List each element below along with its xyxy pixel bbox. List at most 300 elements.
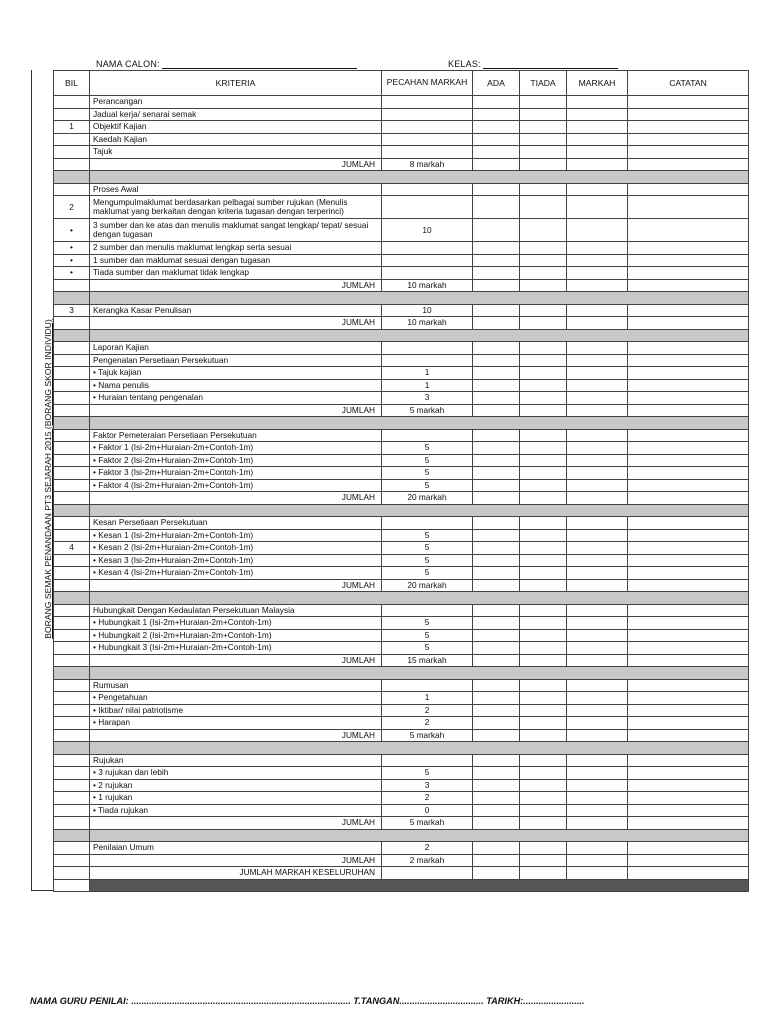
ada-cell[interactable] <box>473 692 520 705</box>
tiada-cell[interactable] <box>520 429 567 442</box>
ada-cell[interactable] <box>473 279 520 292</box>
markah-cell[interactable] <box>567 804 628 817</box>
markah-cell[interactable] <box>567 454 628 467</box>
tiada-cell[interactable] <box>520 792 567 805</box>
catatan-cell[interactable] <box>628 279 749 292</box>
tiada-cell[interactable] <box>520 704 567 717</box>
catatan-cell[interactable] <box>628 429 749 442</box>
catatan-cell[interactable] <box>628 604 749 617</box>
markah-cell[interactable] <box>567 392 628 405</box>
ada-cell[interactable] <box>473 242 520 255</box>
table-row <box>54 146 749 159</box>
markah-cell[interactable] <box>567 158 628 171</box>
catatan-cell[interactable] <box>628 629 749 642</box>
pecahan-cell: 5 <box>382 529 473 542</box>
catatan-cell[interactable] <box>628 158 749 171</box>
pecahan-cell: 1 <box>382 692 473 705</box>
markah-cell[interactable] <box>567 754 628 767</box>
tiada-cell[interactable] <box>520 254 567 267</box>
catatan-cell[interactable] <box>628 442 749 455</box>
footer-signature: NAMA GURU PENILAI: ...................................................................................... T.TANGAN................................. TARIKH:........................ <box>30 996 585 1006</box>
separator-bil-cell <box>54 504 90 517</box>
tiada-cell[interactable] <box>520 779 567 792</box>
bil-cell <box>54 842 90 855</box>
catatan-cell[interactable] <box>628 392 749 405</box>
tiada-cell[interactable] <box>520 467 567 480</box>
bil-cell <box>54 429 90 442</box>
tiada-cell[interactable] <box>520 867 567 880</box>
tiada-cell[interactable] <box>520 854 567 867</box>
jumlah-label: JUMLAH <box>90 654 382 667</box>
bil-cell <box>54 617 90 630</box>
catatan-cell[interactable] <box>628 121 749 134</box>
kriteria-cell: Pengenalan Persetiaan Persekutuan <box>90 354 382 367</box>
ada-cell[interactable] <box>473 854 520 867</box>
final-row <box>54 879 749 892</box>
separator-cell <box>90 329 749 342</box>
tiada-cell[interactable] <box>520 804 567 817</box>
markah-cell[interactable] <box>567 604 628 617</box>
markah-cell[interactable] <box>567 279 628 292</box>
pecahan-cell: 1 <box>382 367 473 380</box>
pecahan-cell <box>382 867 473 880</box>
catatan-cell[interactable] <box>628 467 749 480</box>
ada-cell[interactable] <box>473 479 520 492</box>
ada-cell[interactable] <box>473 842 520 855</box>
catatan-cell[interactable] <box>628 754 749 767</box>
markah-cell[interactable] <box>567 792 628 805</box>
tiada-cell[interactable] <box>520 717 567 730</box>
ada-cell[interactable] <box>473 442 520 455</box>
markah-cell[interactable] <box>567 492 628 505</box>
bil-cell <box>54 679 90 692</box>
table-row <box>54 404 749 417</box>
markah-cell[interactable] <box>567 554 628 567</box>
ada-cell[interactable] <box>473 404 520 417</box>
markah-cell[interactable] <box>567 304 628 317</box>
ada-cell[interactable] <box>473 654 520 667</box>
markah-cell[interactable] <box>567 717 628 730</box>
kriteria-cell: • Faktor 1 (Isi-2m+Huraian-2m+Contoh-1m) <box>90 442 382 455</box>
catatan-cell[interactable] <box>628 479 749 492</box>
catatan-cell[interactable] <box>628 219 749 242</box>
pecahan-cell <box>382 133 473 146</box>
catatan-cell[interactable] <box>628 804 749 817</box>
catatan-cell[interactable] <box>628 354 749 367</box>
side-column <box>31 70 54 891</box>
ada-cell[interactable] <box>473 792 520 805</box>
markah-cell[interactable] <box>567 629 628 642</box>
bil-cell <box>54 767 90 780</box>
catatan-cell[interactable] <box>628 679 749 692</box>
catatan-cell[interactable] <box>628 767 749 780</box>
ada-cell[interactable] <box>473 121 520 134</box>
markah-cell[interactable] <box>567 354 628 367</box>
tiada-cell[interactable] <box>520 196 567 219</box>
ada-cell[interactable] <box>473 779 520 792</box>
tiada-cell[interactable] <box>520 158 567 171</box>
ada-cell[interactable] <box>473 196 520 219</box>
jumlah-label: JUMLAH <box>90 317 382 330</box>
ada-cell[interactable] <box>473 392 520 405</box>
bil-cell <box>54 779 90 792</box>
catatan-cell[interactable] <box>628 792 749 805</box>
tiada-cell[interactable] <box>520 183 567 196</box>
ada-cell[interactable] <box>473 754 520 767</box>
bil-cell: 1 <box>54 121 90 134</box>
ada-cell[interactable] <box>473 317 520 330</box>
table-row <box>54 492 749 505</box>
markah-cell[interactable] <box>567 196 628 219</box>
tiada-cell[interactable] <box>520 479 567 492</box>
kriteria-cell: 1 sumber dan maklumat sesuai dengan tugasan <box>90 254 382 267</box>
catatan-cell[interactable] <box>628 704 749 717</box>
separator-row <box>54 417 749 430</box>
catatan-cell[interactable] <box>628 642 749 655</box>
ada-cell[interactable] <box>473 454 520 467</box>
tiada-cell[interactable] <box>520 754 567 767</box>
tiada-cell[interactable] <box>520 133 567 146</box>
bil-cell: 2 <box>54 196 90 219</box>
table-row <box>54 442 749 455</box>
tiada-cell[interactable] <box>520 629 567 642</box>
ada-cell[interactable] <box>473 642 520 655</box>
pecahan-cell <box>382 108 473 121</box>
tiada-cell[interactable] <box>520 367 567 380</box>
markah-cell[interactable] <box>567 317 628 330</box>
ada-cell[interactable] <box>473 817 520 830</box>
markah-cell[interactable] <box>567 692 628 705</box>
markah-cell[interactable] <box>567 254 628 267</box>
markah-cell[interactable] <box>567 442 628 455</box>
catatan-cell[interactable] <box>628 108 749 121</box>
table-row <box>54 779 749 792</box>
markah-cell[interactable] <box>567 429 628 442</box>
ada-cell[interactable] <box>473 517 520 530</box>
tiada-cell[interactable] <box>520 654 567 667</box>
markah-cell[interactable] <box>567 529 628 542</box>
catatan-cell[interactable] <box>628 617 749 630</box>
ada-cell[interactable] <box>473 367 520 380</box>
ada-cell[interactable] <box>473 804 520 817</box>
tiada-cell[interactable] <box>520 554 567 567</box>
tiada-cell[interactable] <box>520 379 567 392</box>
catatan-cell[interactable] <box>628 567 749 580</box>
bil-cell <box>54 108 90 121</box>
markah-cell[interactable] <box>567 817 628 830</box>
tiada-cell[interactable] <box>520 146 567 159</box>
table-row <box>54 792 749 805</box>
markah-cell[interactable] <box>567 517 628 530</box>
tiada-cell[interactable] <box>520 517 567 530</box>
kriteria-cell: Laporan Kajian <box>90 342 382 355</box>
bil-cell <box>54 454 90 467</box>
tiada-cell[interactable] <box>520 579 567 592</box>
ada-cell[interactable] <box>473 108 520 121</box>
markah-cell[interactable] <box>567 219 628 242</box>
tiada-cell[interactable] <box>520 267 567 280</box>
markah-cell[interactable] <box>567 704 628 717</box>
ada-cell[interactable] <box>473 492 520 505</box>
table-row <box>54 121 749 134</box>
ada-cell[interactable] <box>473 579 520 592</box>
tiada-cell[interactable] <box>520 604 567 617</box>
catatan-cell[interactable] <box>628 404 749 417</box>
catatan-cell[interactable] <box>628 492 749 505</box>
catatan-cell[interactable] <box>628 96 749 109</box>
kelas-field[interactable] <box>448 59 618 69</box>
ada-cell[interactable] <box>473 629 520 642</box>
ada-cell[interactable] <box>473 529 520 542</box>
table-row <box>54 354 749 367</box>
table-row <box>54 108 749 121</box>
col-markah: MARKAH <box>567 71 628 96</box>
bil-cell <box>54 467 90 480</box>
tiada-cell[interactable] <box>520 767 567 780</box>
ada-cell[interactable] <box>473 567 520 580</box>
kriteria-cell: 2 sumber dan menulis maklumat lengkap serta sesuai <box>90 242 382 255</box>
table-row <box>54 617 749 630</box>
markah-cell[interactable] <box>567 617 628 630</box>
catatan-cell[interactable] <box>628 454 749 467</box>
separator-row <box>54 504 749 517</box>
bil-cell <box>54 342 90 355</box>
tiada-cell[interactable] <box>520 617 567 630</box>
tiada-cell[interactable] <box>520 729 567 742</box>
catatan-cell[interactable] <box>628 542 749 555</box>
catatan-cell[interactable] <box>628 379 749 392</box>
tiada-cell[interactable] <box>520 392 567 405</box>
kriteria-cell: • Pengetahuan <box>90 692 382 705</box>
markah-cell[interactable] <box>567 642 628 655</box>
nama-calon-label: NAMA CALON: <box>96 59 160 69</box>
markah-cell[interactable] <box>567 379 628 392</box>
table-row <box>54 679 749 692</box>
tiada-cell[interactable] <box>520 817 567 830</box>
markah-cell[interactable] <box>567 542 628 555</box>
ada-cell[interactable] <box>473 767 520 780</box>
markah-cell[interactable] <box>567 133 628 146</box>
kriteria-cell: • Kesan 4 (Isi-2m+Huraian-2m+Contoh-1m) <box>90 567 382 580</box>
catatan-cell[interactable] <box>628 717 749 730</box>
markah-cell[interactable] <box>567 654 628 667</box>
jumlah-label: JUMLAH <box>90 404 382 417</box>
tiada-cell[interactable] <box>520 529 567 542</box>
separator-bil-cell <box>54 742 90 755</box>
ada-cell[interactable] <box>473 304 520 317</box>
markah-cell[interactable] <box>567 767 628 780</box>
ada-cell[interactable] <box>473 704 520 717</box>
ada-cell[interactable] <box>473 554 520 567</box>
markah-cell[interactable] <box>567 183 628 196</box>
ada-cell[interactable] <box>473 867 520 880</box>
tiada-cell[interactable] <box>520 219 567 242</box>
markah-cell[interactable] <box>567 567 628 580</box>
ada-cell[interactable] <box>473 467 520 480</box>
pecahan-cell: 2 <box>382 792 473 805</box>
catatan-cell[interactable] <box>628 133 749 146</box>
tiada-cell[interactable] <box>520 442 567 455</box>
pecahan-cell <box>382 196 473 219</box>
markah-cell[interactable] <box>567 779 628 792</box>
table-row <box>54 717 749 730</box>
tiada-cell[interactable] <box>520 542 567 555</box>
markah-cell[interactable] <box>567 467 628 480</box>
catatan-cell[interactable] <box>628 242 749 255</box>
markah-cell[interactable] <box>567 121 628 134</box>
ada-cell[interactable] <box>473 379 520 392</box>
markah-cell[interactable] <box>567 367 628 380</box>
markah-cell[interactable] <box>567 854 628 867</box>
tiada-cell[interactable] <box>520 304 567 317</box>
ada-cell[interactable] <box>473 617 520 630</box>
markah-cell[interactable] <box>567 342 628 355</box>
tiada-cell[interactable] <box>520 692 567 705</box>
separator-bil-cell <box>54 292 90 305</box>
tiada-cell[interactable] <box>520 642 567 655</box>
table-row <box>54 529 749 542</box>
tiada-cell[interactable] <box>520 317 567 330</box>
kriteria-cell: Objektif Kajian <box>90 121 382 134</box>
kriteria-cell: • Faktor 3 (Isi-2m+Huraian-2m+Contoh-1m) <box>90 467 382 480</box>
ada-cell[interactable] <box>473 254 520 267</box>
ada-cell[interactable] <box>473 267 520 280</box>
tiada-cell[interactable] <box>520 679 567 692</box>
pecahan-cell: 0 <box>382 804 473 817</box>
catatan-cell[interactable] <box>628 692 749 705</box>
nama-calon-field[interactable] <box>96 59 357 69</box>
catatan-cell[interactable] <box>628 317 749 330</box>
pecahan-cell <box>382 679 473 692</box>
ada-cell[interactable] <box>473 717 520 730</box>
bil-cell <box>54 792 90 805</box>
pecahan-cell <box>382 183 473 196</box>
markah-cell[interactable] <box>567 108 628 121</box>
catatan-cell[interactable] <box>628 342 749 355</box>
markah-cell[interactable] <box>567 842 628 855</box>
catatan-cell[interactable] <box>628 254 749 267</box>
catatan-cell[interactable] <box>628 529 749 542</box>
bil-cell <box>54 279 90 292</box>
markah-cell[interactable] <box>567 679 628 692</box>
markah-cell[interactable] <box>567 867 628 880</box>
catatan-cell[interactable] <box>628 517 749 530</box>
catatan-cell[interactable] <box>628 367 749 380</box>
nama-calon-line <box>162 60 357 69</box>
separator-cell <box>90 592 749 605</box>
ada-cell[interactable] <box>473 96 520 109</box>
pecahan-cell: 5 markah <box>382 729 473 742</box>
markah-cell[interactable] <box>567 404 628 417</box>
bil-cell <box>54 642 90 655</box>
catatan-cell[interactable] <box>628 146 749 159</box>
catatan-cell[interactable] <box>628 196 749 219</box>
ada-cell[interactable] <box>473 429 520 442</box>
markah-cell[interactable] <box>567 146 628 159</box>
tiada-cell[interactable] <box>520 342 567 355</box>
ada-cell[interactable] <box>473 146 520 159</box>
tiada-cell[interactable] <box>520 404 567 417</box>
ada-cell[interactable] <box>473 158 520 171</box>
bil-cell <box>54 492 90 505</box>
bil-cell <box>54 367 90 380</box>
catatan-cell[interactable] <box>628 579 749 592</box>
catatan-cell[interactable] <box>628 779 749 792</box>
catatan-cell[interactable] <box>628 183 749 196</box>
pecahan-cell: 2 <box>382 717 473 730</box>
tiada-cell[interactable] <box>520 492 567 505</box>
ada-cell[interactable] <box>473 342 520 355</box>
pecahan-cell <box>382 342 473 355</box>
tiada-cell[interactable] <box>520 842 567 855</box>
bil-cell <box>54 479 90 492</box>
catatan-cell[interactable] <box>628 267 749 280</box>
bil-cell <box>54 183 90 196</box>
ada-cell[interactable] <box>473 542 520 555</box>
tiada-cell[interactable] <box>520 279 567 292</box>
col-tiada: TIADA <box>520 71 567 96</box>
ada-cell[interactable] <box>473 133 520 146</box>
bil-cell <box>54 442 90 455</box>
separator-bil-cell <box>54 171 90 184</box>
catatan-cell[interactable] <box>628 654 749 667</box>
markah-cell[interactable] <box>567 579 628 592</box>
tiada-cell[interactable] <box>520 96 567 109</box>
kriteria-cell: • Harapan <box>90 717 382 730</box>
ada-cell[interactable] <box>473 183 520 196</box>
ada-cell[interactable] <box>473 729 520 742</box>
catatan-cell[interactable] <box>628 304 749 317</box>
table-row <box>54 579 749 592</box>
tiada-cell[interactable] <box>520 242 567 255</box>
bil-cell: • <box>54 242 90 255</box>
ada-cell[interactable] <box>473 679 520 692</box>
catatan-cell[interactable] <box>628 842 749 855</box>
kriteria-cell: Kaedah Kajian <box>90 133 382 146</box>
separator-row <box>54 292 749 305</box>
pecahan-cell: 2 markah <box>382 854 473 867</box>
ada-cell[interactable] <box>473 354 520 367</box>
catatan-cell[interactable] <box>628 554 749 567</box>
kriteria-cell: Mengumpulmaklumat berdasarkan pelbagai sumber rujukan (Menulis maklumat yang berkaitan dengan kriteria tugasan dengan terperinci) <box>90 196 382 219</box>
kriteria-cell: 3 sumber dan ke atas dan menulis maklumat sangat lengkap/ tepat/ sesuai dengan tugasan <box>90 219 382 242</box>
tiada-cell[interactable] <box>520 108 567 121</box>
markah-cell[interactable] <box>567 242 628 255</box>
catatan-cell[interactable] <box>628 854 749 867</box>
tiada-cell[interactable] <box>520 121 567 134</box>
catatan-cell[interactable] <box>628 867 749 880</box>
table-row <box>54 854 749 867</box>
markah-cell[interactable] <box>567 729 628 742</box>
markah-cell[interactable] <box>567 267 628 280</box>
kriteria-cell: • Faktor 4 (Isi-2m+Huraian-2m+Contoh-1m) <box>90 479 382 492</box>
tiada-cell[interactable] <box>520 454 567 467</box>
separator-cell <box>90 667 749 680</box>
tiada-cell[interactable] <box>520 354 567 367</box>
pecahan-cell <box>382 754 473 767</box>
separator-cell <box>90 171 749 184</box>
ada-cell[interactable] <box>473 604 520 617</box>
markah-cell[interactable] <box>567 479 628 492</box>
catatan-cell[interactable] <box>628 817 749 830</box>
pecahan-cell: 5 <box>382 767 473 780</box>
tiada-cell[interactable] <box>520 567 567 580</box>
table-row <box>54 767 749 780</box>
table-row <box>54 317 749 330</box>
ada-cell[interactable] <box>473 219 520 242</box>
markah-cell[interactable] <box>567 96 628 109</box>
catatan-cell[interactable] <box>628 729 749 742</box>
